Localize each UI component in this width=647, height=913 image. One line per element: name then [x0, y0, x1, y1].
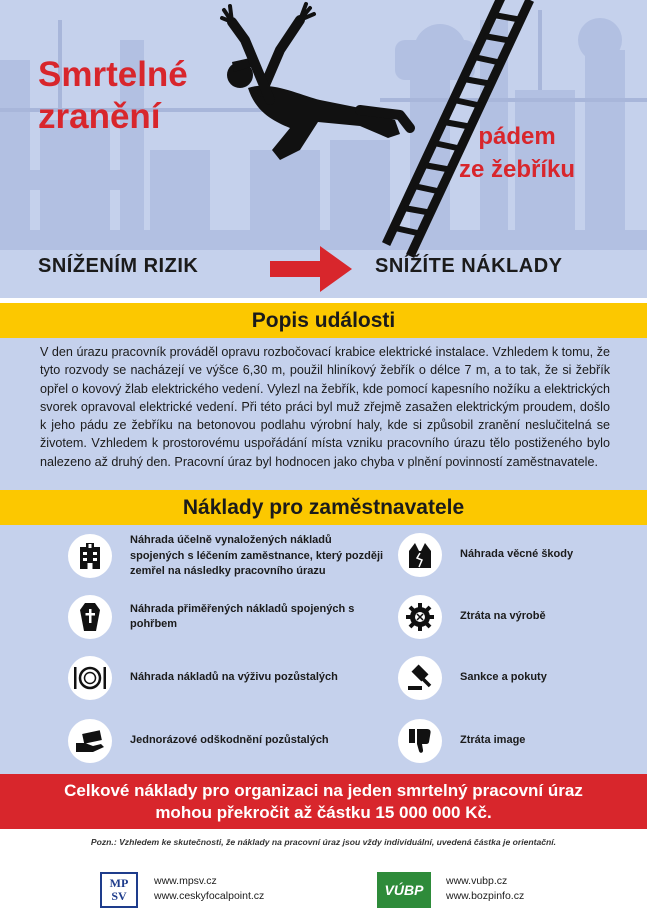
title-line-1: Smrtelné	[38, 55, 188, 94]
cost-item-alimony	[68, 656, 388, 700]
total-line-2: mohou překročit až částku 15 000 000 Kč.	[155, 803, 492, 822]
cost-label: Náhrada účelně vynaložených nákladů spojených s léčením zaměstnance, který později zemřel na následky pracovního úrazu	[130, 534, 384, 577]
cost-item-production-loss	[398, 595, 618, 639]
mpsv-links	[154, 874, 264, 904]
poster-title	[38, 54, 188, 138]
cost-item-property-damage	[398, 533, 618, 577]
cost-item-image-loss	[398, 719, 618, 763]
cost-label: Ztráta na výrobě	[460, 610, 546, 623]
cost-label: Náhrada přiměřených nákladů spojených s pohřbem	[130, 602, 355, 630]
cost-item-compensation	[68, 719, 388, 763]
vubp-links	[446, 874, 524, 904]
cost-label: Ztráta image	[460, 734, 526, 747]
gear-loss-icon	[398, 595, 442, 639]
mpsv-logo-top: MP	[109, 876, 129, 890]
subtitle-line-2: ze žebříku	[458, 156, 576, 183]
thumbs-down-icon	[398, 719, 442, 763]
cost-label: Sankce a pokuty	[460, 671, 547, 684]
cost-label: Jednorázové odškodnění pozůstalých	[130, 734, 329, 747]
event-heading: Popis události	[0, 303, 647, 338]
gavel-icon	[398, 656, 442, 700]
hospital-icon	[68, 534, 112, 578]
coffin-icon	[68, 595, 112, 639]
cost-item-treatment	[68, 533, 388, 580]
footer	[0, 860, 647, 913]
mpsv-logo-bottom: SV	[111, 889, 127, 903]
link-ceskyfocalpoint[interactable]: www.ceskyfocalpoint.cz	[154, 890, 265, 902]
event-description-text: V den úrazu pracovník prováděl opravu rozbočovací krabice elektrické instalace. Vzhledem k tomu, že tyto rozvody se nacházejí ve výšce 6,30 m, použil hliníkový žebřík o délce 7 m, a to tak, že si žebřík opřel o kovový žlab elektrického vedení. Vylezl na žebřík, kde pomocí kapesního nožíku a elektrických svorek opravoval elektrické vedení. Při této práci byl muž zřejmě zasažen elektrickým proudem, došlo k jeho pádu ze žebříku na betonovou podlahu výrobní haly, kde si způsobil zranění neslučitelná se životem. Vzhledem k prostorovému uspořádání místa vzniku pracovního úrazu tělo postiženého bylo nalezeno až druhý den. Pracovní úraz byl hodnocen jako chyba v plnění povinností zaměstnavatele.	[40, 345, 610, 469]
footnote-prefix: Pozn.:	[90, 837, 117, 847]
poster-subtitle	[452, 120, 582, 186]
link-bozpinfo[interactable]: www.bozpinfo.cz	[446, 890, 525, 902]
hero-banner	[0, 0, 647, 298]
money-hand-icon	[68, 719, 112, 763]
costs-heading: Náklady pro zaměstnavatele	[0, 490, 647, 525]
mpsv-logo	[100, 872, 138, 908]
arrow-right-icon	[270, 246, 352, 292]
falling-worker-illustration	[210, 0, 420, 170]
total-line-1: Celkové náklady pro organizaci na jeden smrtelný pracovní úraz	[64, 781, 583, 800]
event-description	[0, 338, 647, 490]
cost-item-sanctions	[398, 656, 618, 700]
slogan-reduce-risks: SNÍŽENÍM RIZIK	[38, 255, 199, 277]
title-line-2: zranění	[38, 97, 161, 136]
cost-label: Náhrada nákladů na výživu pozůstalých	[130, 671, 338, 684]
plate-icon	[68, 656, 112, 700]
link-vubp[interactable]: www.vubp.cz	[446, 875, 508, 887]
vubp-logo: VÚBP	[377, 872, 431, 908]
cost-label: Náhrada věcné škody	[460, 548, 574, 561]
footnote	[0, 837, 647, 847]
footnote-text: Vzhledem ke skutečnosti, že náklady na pracovní úraz jsou vždy individuální, uvedená částka je orientační.	[116, 837, 557, 847]
cost-item-funeral	[68, 595, 388, 639]
slogan-reduce-costs: SNÍŽÍTE NÁKLADY	[375, 255, 563, 277]
total-cost-banner	[0, 774, 647, 829]
costs-panel	[0, 525, 647, 774]
broken-box-icon	[398, 533, 442, 577]
subtitle-line-1: pádem	[478, 123, 556, 150]
link-mpsv[interactable]: www.mpsv.cz	[154, 875, 217, 887]
